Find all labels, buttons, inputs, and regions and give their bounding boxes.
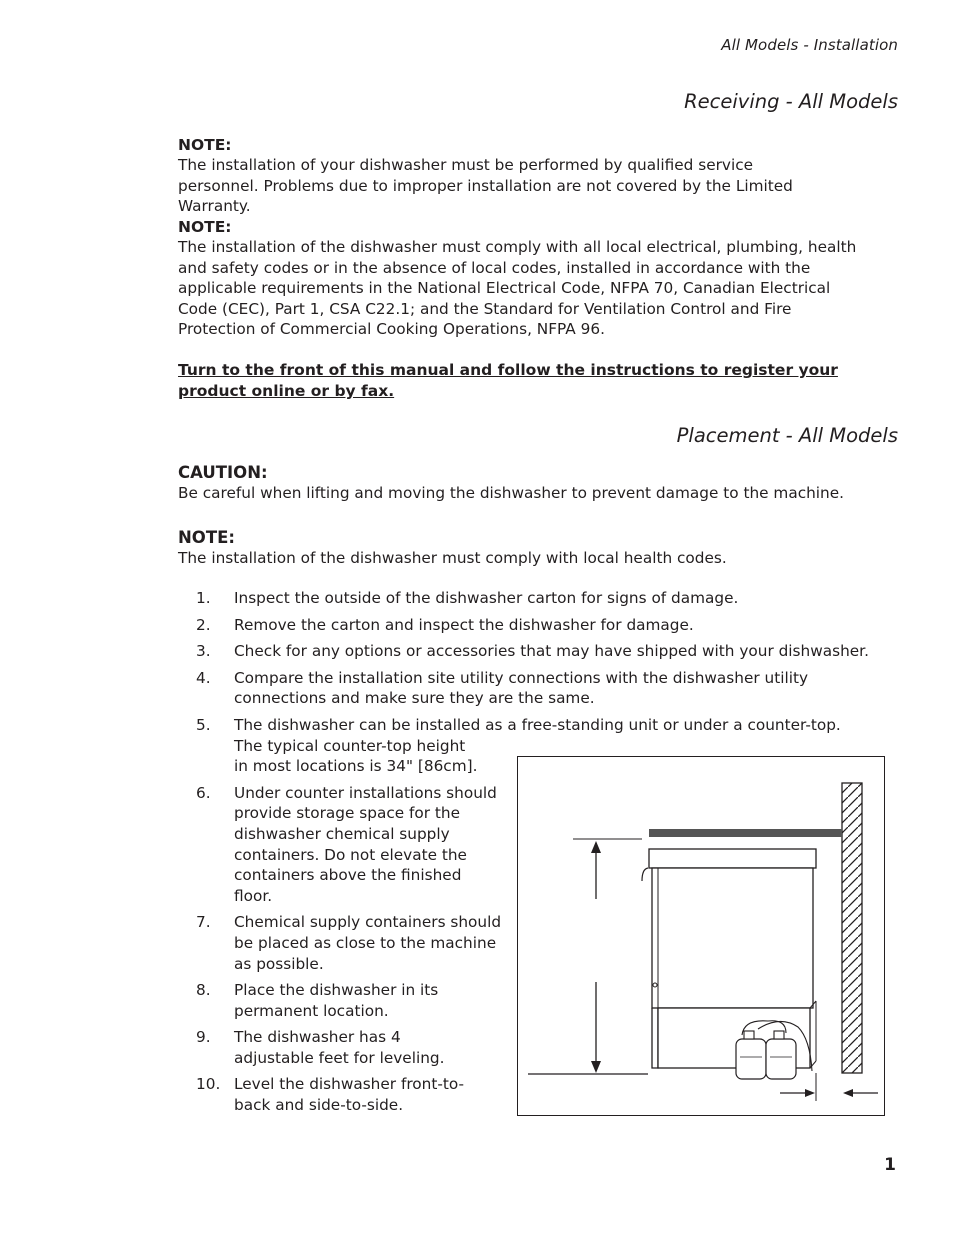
list-item [178,641,878,662]
height-dimension [528,839,648,1074]
step-text: Place the dishwasher in its permanent location. [234,981,439,1020]
step-number: 9. [196,1028,211,1047]
step-text: Compare the installation site utility connections with the dishwasher utility connections and make sure they are the same. [234,668,809,708]
list-item [178,588,878,609]
note-label: NOTE: [178,136,232,154]
step-number: 5. [196,715,211,734]
counter-top [649,829,842,837]
step-text: Inspect the outside of the dishwasher carton for signs of damage. [234,589,739,607]
step-text-line: The dishwasher can be installed as a free-standing unit or under a counter-top. [234,715,841,734]
note-label: NOTE: [178,218,232,236]
placement-section-title: Placement - All Models [676,424,898,447]
step-text: Check for any options or accessories that may have shipped with your dishwasher. [234,642,869,661]
step-text: Remove the carton and inspect the dishwasher for damage. [234,615,694,634]
step-text-continuation: The typical counter-top height in most locations is 34" [86cm]. [234,736,478,776]
step-text: Under counter installations should provide storage space for the dishwasher chemical supply containers. Do not elevate the containers above the finished floor. [234,783,497,905]
note-text-warranty: The installation of your dishwasher must be performed by qualified service personnel. Problems due to improper installation are not covered by the Limited Warranty. [178,156,793,216]
wall [842,783,862,1073]
step-text: Level the dishwasher front-to-back and side-to-side. [234,1075,465,1115]
caution-label: CAUTION: [178,463,268,482]
dishwasher-placement-figure [517,756,885,1116]
caution-block [178,462,878,504]
caution-text: Be careful when lifting and moving the dishwasher to prevent damage to the machine. [178,484,845,502]
note-block-warranty [178,136,878,217]
step-number: 8. [196,981,211,1000]
running-header: All Models - Installation [721,36,898,54]
step-number: 3. [196,642,211,661]
dishwasher-body [642,849,816,1068]
note-label: NOTE: [178,528,235,547]
list-item [178,668,878,709]
step-text: Chemical supply containers should be placed as close to the machine as possible. [234,913,502,973]
step-number: 1. [196,589,211,607]
page-number: 1 [884,1155,896,1175]
note-text-codes: The installation of the dishwasher must comply with all local electrical, plumbing, health and safety codes or in the absence of local codes, installed in accordance with the applicable requirements in the National Electrical Code, NFPA 70, Canadian Electrical Code (CEC), Part 1, CSA C22.1; and the Standard for Ventilation Control and Fire Protection of Commercial Cooking Operations, NFPA 96. [178,238,857,339]
step-number: 7. [196,913,211,932]
dishwasher-placement-illustration [518,757,886,1117]
register-product-notice: Turn to the front of this manual and follow the instructions to register your product online or by fax. [178,361,838,400]
note-block-health [178,527,878,569]
step-number: 10. [196,1075,221,1094]
step-text: The dishwasher has 4 adjustable feet for leveling. [234,1028,445,1067]
note-text-health: The installation of the dishwasher must comply with local health codes. [178,549,727,567]
step-number: 4. [196,668,211,687]
list-item [178,615,878,636]
step-number: 2. [196,615,211,634]
step-number: 6. [196,783,211,802]
receiving-section-title: Receiving - All Models [684,90,898,113]
note-block-codes [178,218,878,340]
